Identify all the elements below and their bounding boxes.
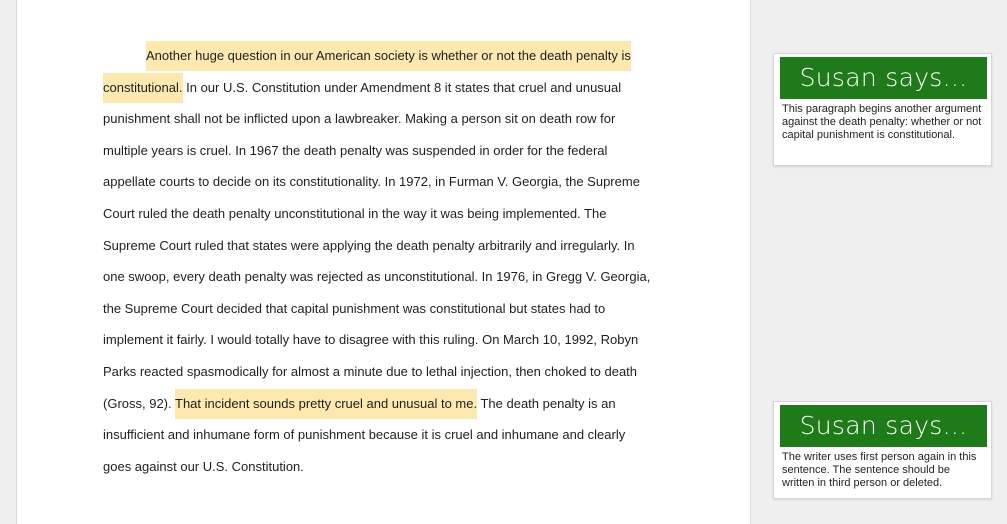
- text-segment: Court ruled the death penalty unconstitutional in the way it was being implemented. The: [103, 205, 607, 221]
- text-line: [103, 388, 673, 420]
- text-segment: The death penalty is an: [477, 395, 616, 411]
- highlighted-text[interactable]: Another huge question in our American society is whether or not the death penalty is: [146, 41, 631, 71]
- text-line: [103, 103, 673, 135]
- text-segment: multiple years is cruel. In 1967 the death penalty was suspended in order for the federal: [103, 142, 608, 158]
- text-line: [103, 198, 673, 230]
- text-line: [103, 293, 673, 325]
- highlighted-text[interactable]: That incident sounds pretty cruel and unusual to me.: [175, 389, 477, 419]
- text-segment: appellate courts to decide on its constitutionality. In 1972, in Furman V. Georgia, the Supreme: [103, 174, 640, 190]
- comment-text: The writer uses first person again in this sentence. The sentence should be written in third person or deleted.: [782, 451, 977, 489]
- essay-paragraph[interactable]: [103, 40, 673, 482]
- comment-header: Susan says...: [780, 57, 987, 99]
- text-line: [103, 166, 673, 198]
- comment-card[interactable]: [773, 401, 992, 499]
- text-line: [103, 356, 673, 388]
- comment-text: This paragraph begins another argument against the death penalty: whether or not capital punishment is constitutional.: [782, 103, 982, 141]
- text-segment: (Gross, 92).: [103, 395, 176, 411]
- text-line: [103, 135, 673, 167]
- text-line: [103, 451, 673, 483]
- text-segment: the Supreme Court decided that capital punishment was constitutional but states had to: [103, 300, 606, 316]
- text-line: [103, 40, 673, 72]
- text-segment: one swoop, every death penalty was rejected as unconstitutional. In 1976, in Gregg V. Georgia,: [103, 269, 651, 285]
- text-segment: punishment shall not be inflicted upon a lawbreaker. Making a person sit on death row for: [103, 111, 616, 127]
- text-line: [103, 230, 673, 262]
- comment-card[interactable]: [773, 53, 992, 166]
- text-line: [103, 261, 673, 293]
- document-page: [16, 0, 751, 524]
- text-segment: Supreme Court ruled that states were applying the death penalty arbitrarily and irregularly. In: [103, 237, 635, 253]
- highlighted-text[interactable]: constitutional.: [103, 73, 183, 103]
- text-segment: insufficient and inhumane form of punishment because it is cruel and inhumane and clearly: [103, 427, 626, 443]
- text-segment: implement it fairly. I would totally have to disagree with this ruling. On March 10, 1992, Robyn: [103, 332, 639, 348]
- comment-header: Susan says...: [780, 405, 987, 447]
- text-segment: In our U.S. Constitution under Amendment 8 it states that cruel and unusual: [182, 79, 622, 95]
- text-segment: Parks reacted spasmodically for almost a minute due to lethal injection, then choked to death: [103, 363, 638, 379]
- text-line: [103, 324, 673, 356]
- text-segment: goes against our U.S. Constitution.: [103, 458, 304, 474]
- text-line: [103, 72, 673, 104]
- text-line: [103, 419, 673, 451]
